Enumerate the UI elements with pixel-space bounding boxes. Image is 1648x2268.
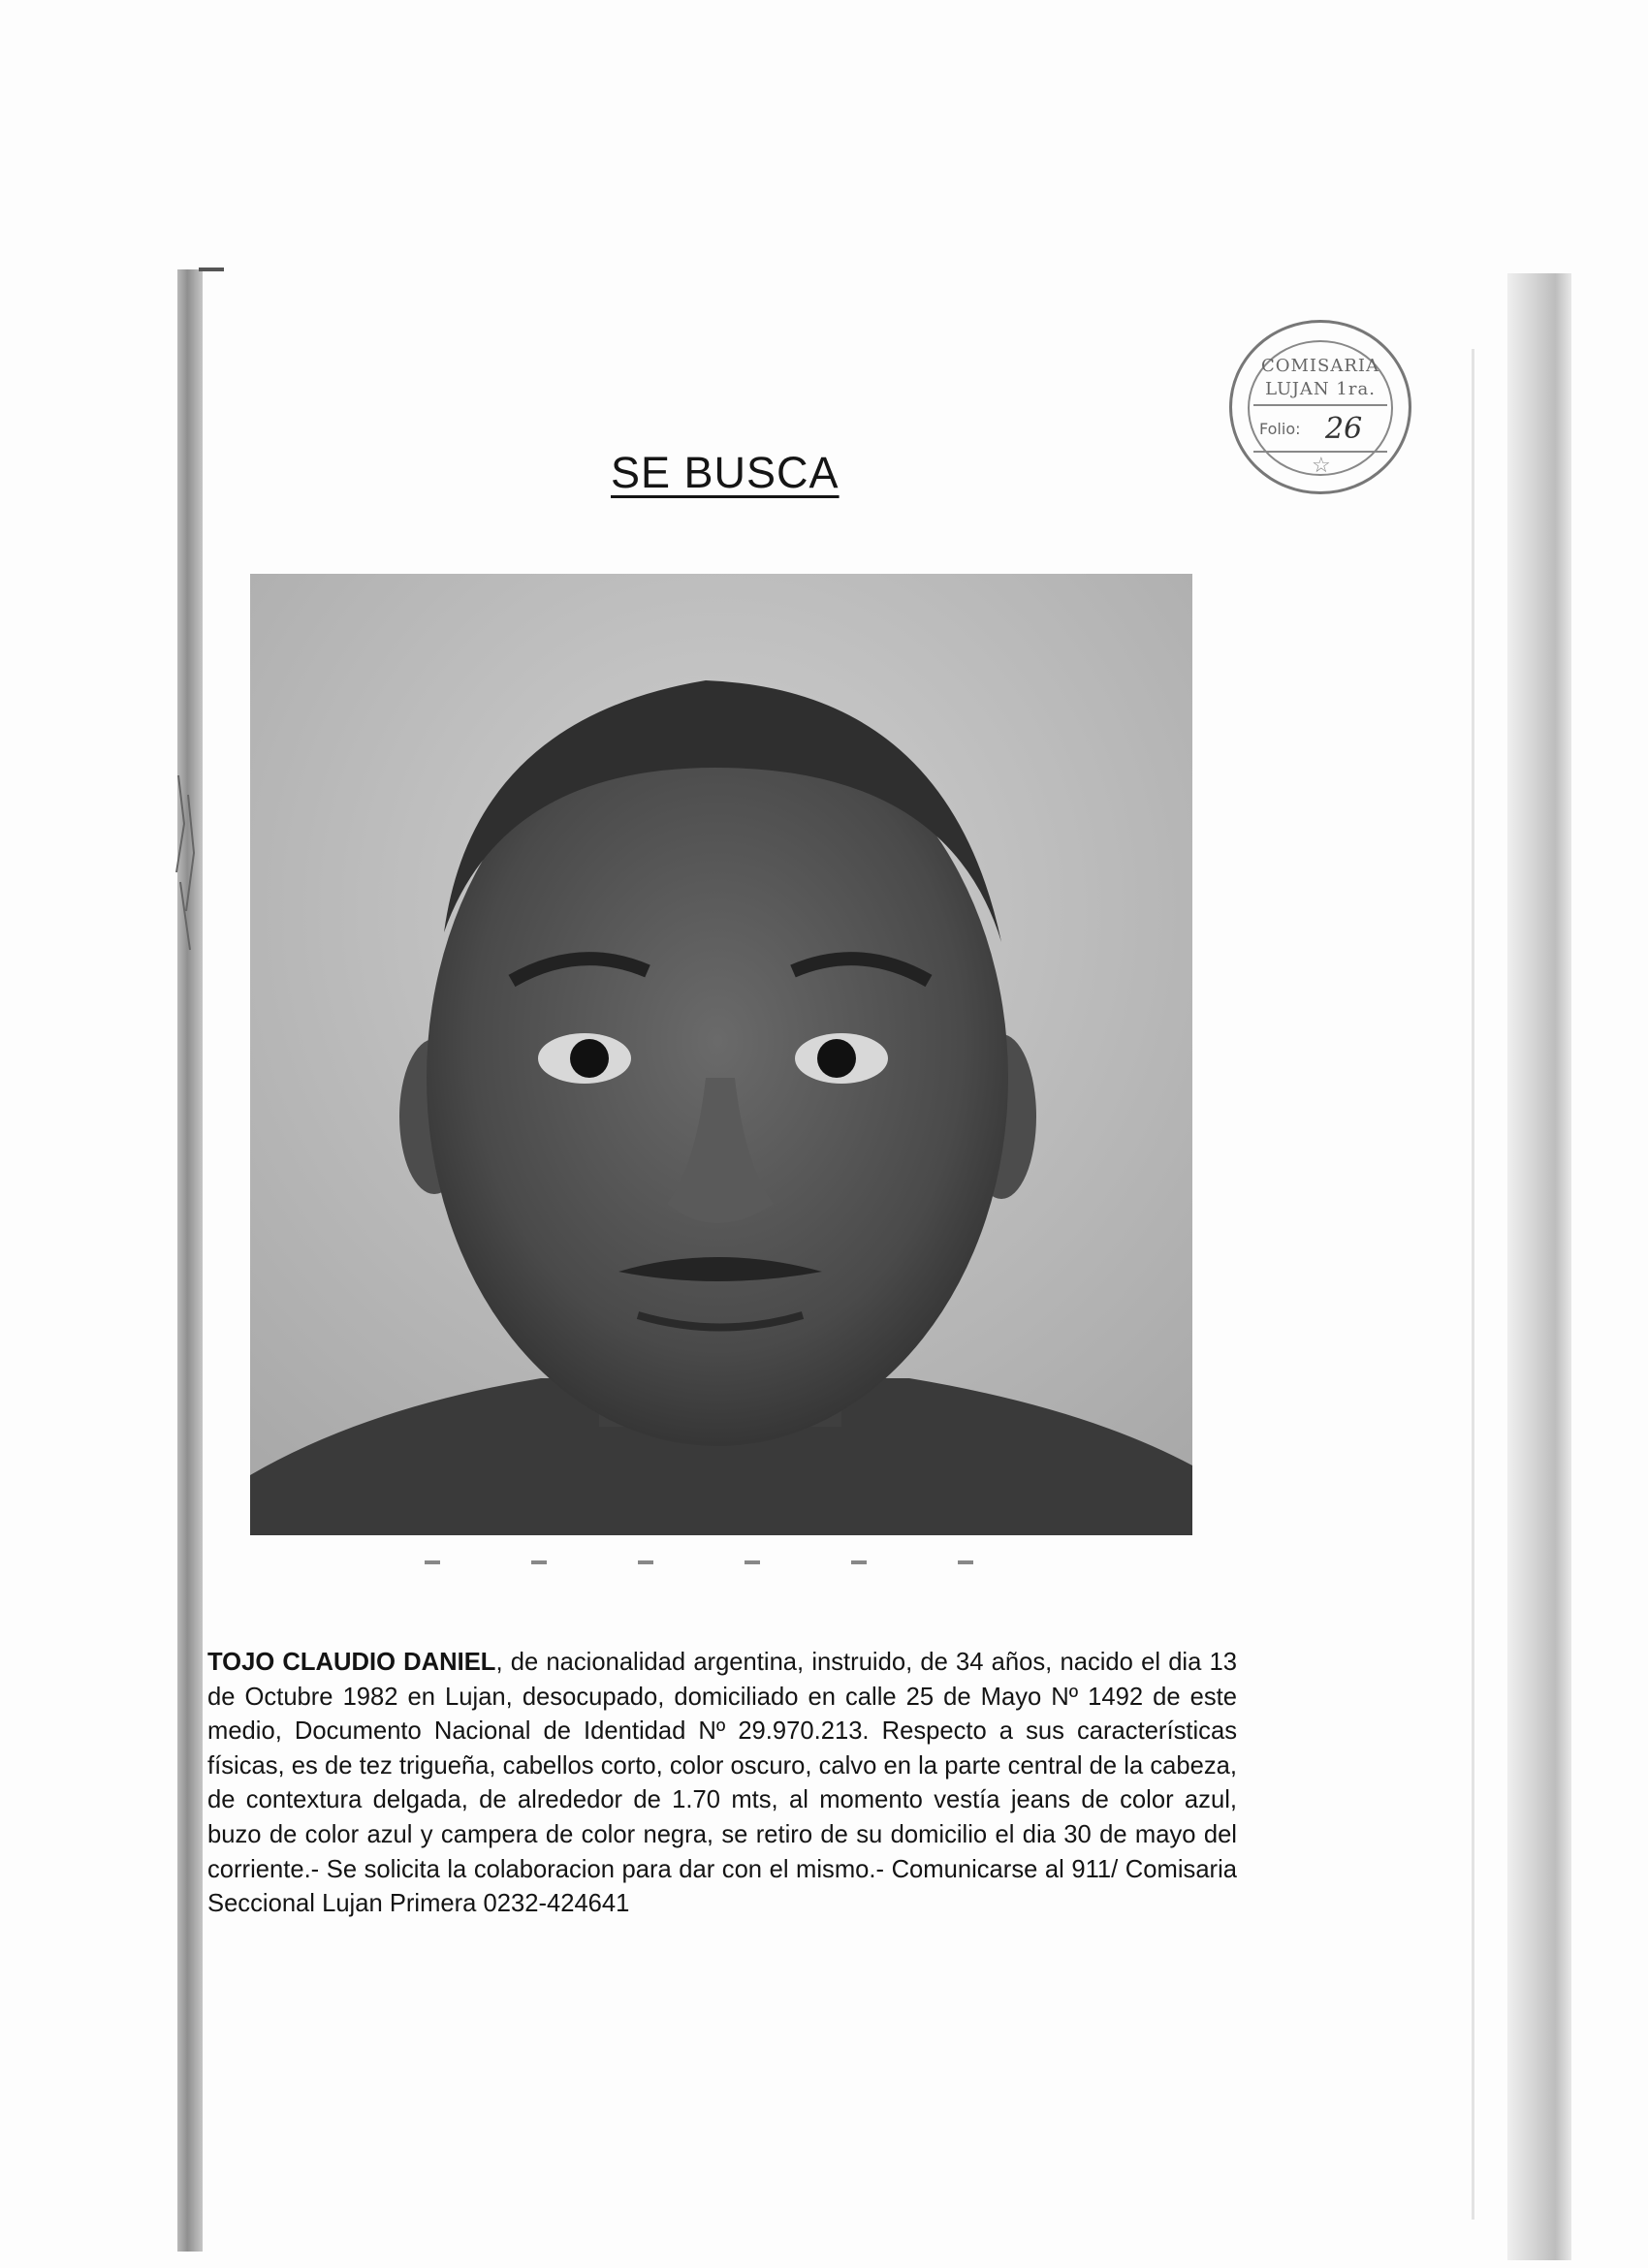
photo-bottom-artifact xyxy=(425,1560,1045,1564)
police-stamp xyxy=(1229,320,1411,494)
person-portrait-photo xyxy=(250,574,1192,1535)
scan-edge-right xyxy=(1507,273,1571,2260)
stamp-line-1: COMISARIA xyxy=(1260,356,1380,376)
star-icon: ☆ xyxy=(1312,453,1331,477)
scan-edge-right-line xyxy=(1472,349,1474,2220)
description-text: , de nacionalidad argentina, instruido, de 34 años, nacido el dia 13 de Octubre 1982 en Lujan, desocupado, domiciliado en calle 25 de Mayo Nº 1492 de este medio, Documento Nacional de Identidad Nº 29.970.213. Respecto a sus características físicas, es de tez trigueña, cabellos corto, color oscuro, calvo en la parte central de la cabeza, de contextura delgada, de alrededor de 1.70 mts, al momento vestía jeans de color azul, buzo de color azul y campera de color negra, se retiro de su domicilio el dia 30 de mayo del corriente.- Se solicita la colaboracion para dar con el mismo.- Comunicarse al 911/ Comisaria Seccional Lujan Primera 0232-424641 xyxy=(207,1649,1238,1918)
stamp-rule-top xyxy=(1253,404,1387,406)
page-title: SE BUSCA xyxy=(611,448,840,497)
scan-edge-left xyxy=(177,269,203,2252)
scan-edge-left-tick xyxy=(199,268,224,271)
portrait-image xyxy=(250,574,1192,1535)
stamp-folio-number: 26 xyxy=(1325,412,1363,446)
stamp-line-2: LUJAN 1ra. xyxy=(1265,379,1376,399)
person-name: TOJO CLAUDIO DANIEL xyxy=(207,1649,496,1676)
handwritten-margin-mark xyxy=(171,766,209,960)
stamp-folio-label: Folio: xyxy=(1259,420,1301,438)
person-description xyxy=(207,1646,1237,1922)
